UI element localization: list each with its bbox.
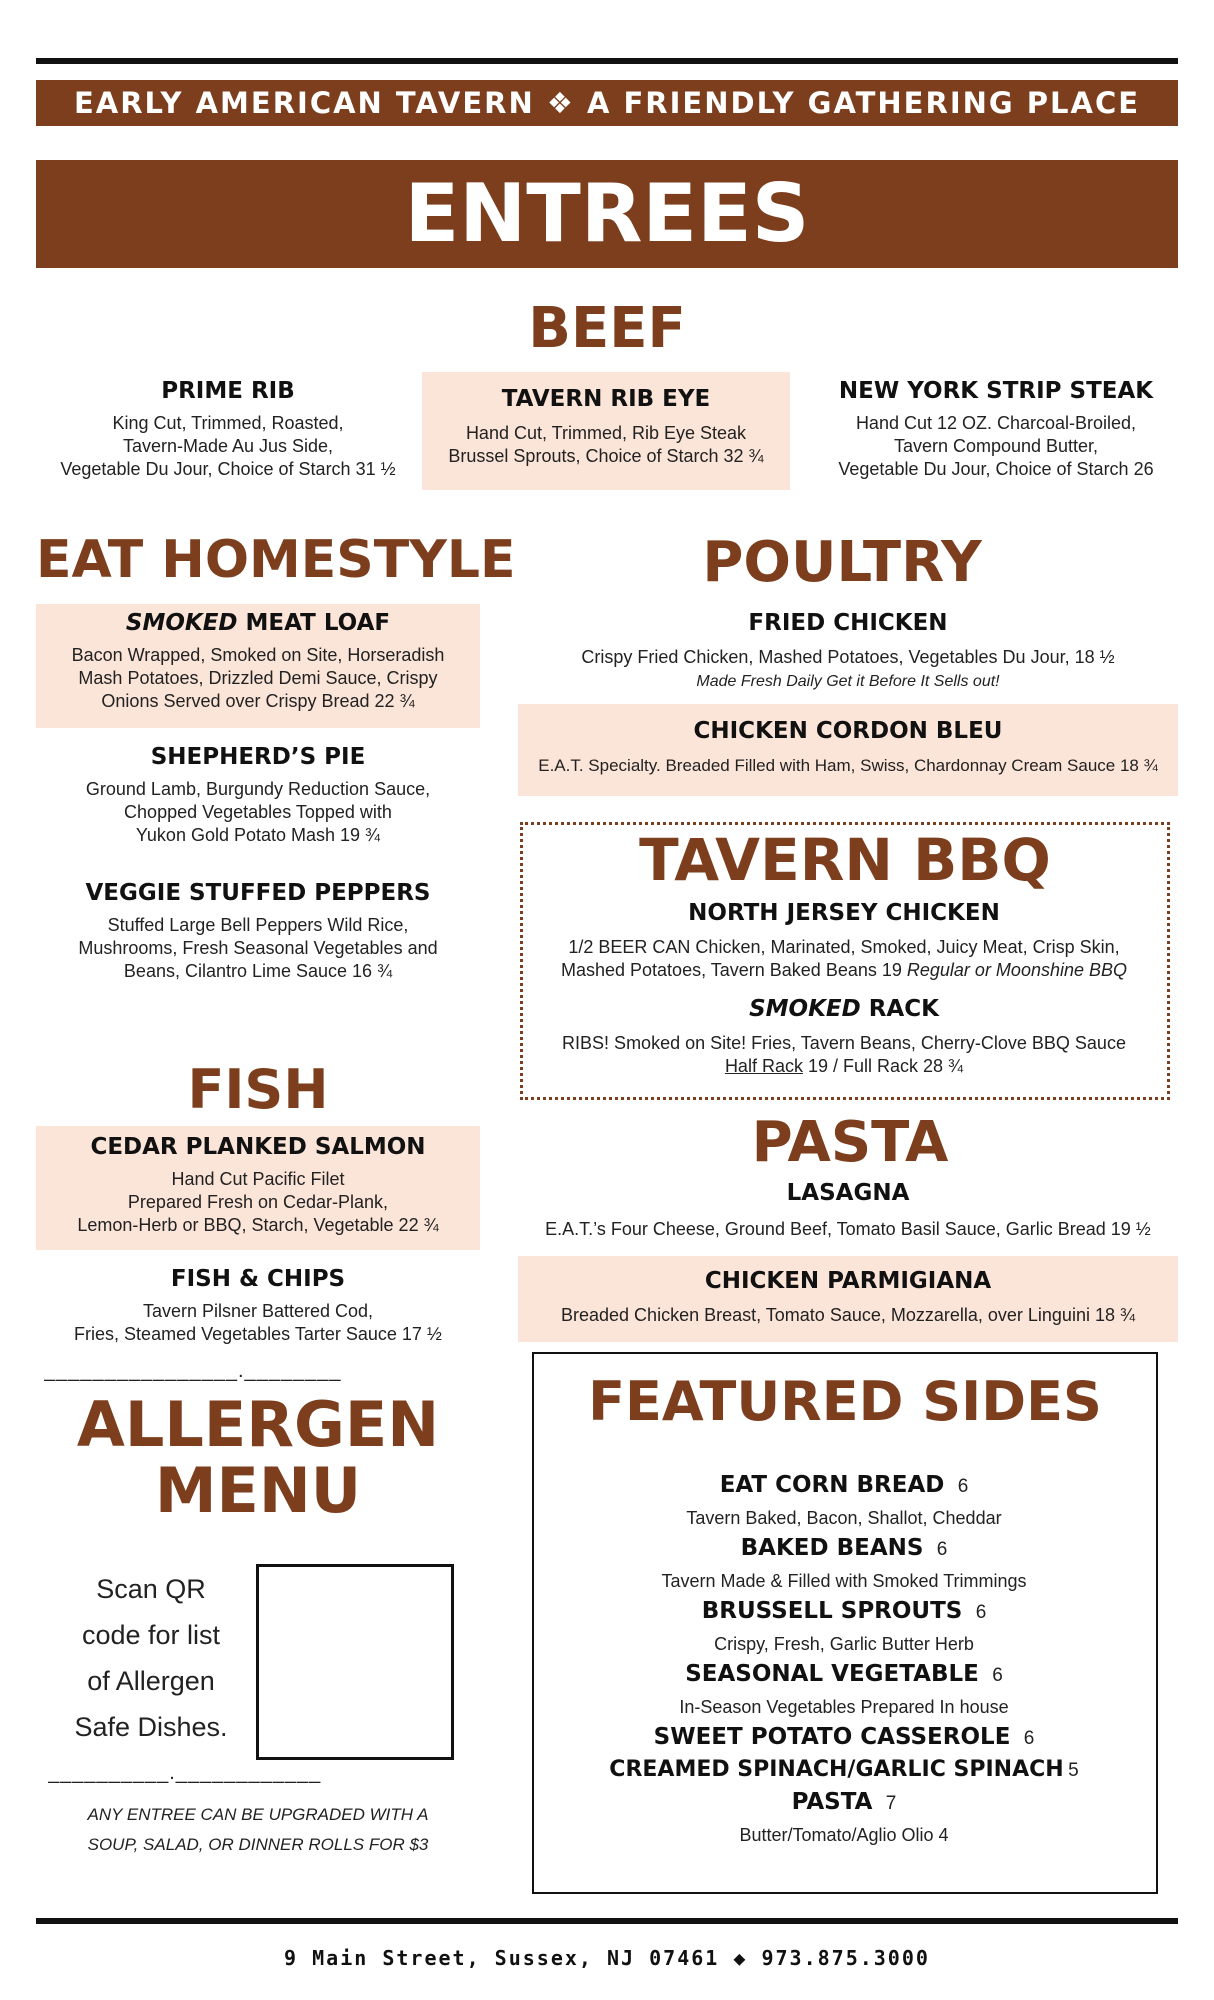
upgrade-line: SOUP, SALAD, OR DINNER ROLLS FOR $3	[87, 1835, 429, 1854]
side-item	[534, 1722, 1154, 1755]
item-desc-line: 1/2 BEER CAN Chicken, Marinated, Smoked, Juicy Meat, Crisp Skin,	[568, 937, 1120, 957]
menu-item-shepherds-pie	[36, 744, 480, 847]
side-name: BAKED BEANS	[740, 1535, 924, 1561]
item-desc-line: Bacon Wrapped, Smoked on Site, Horseradish	[71, 645, 445, 665]
item-desc-line: Fries, Steamed Vegetables Tarter Sauce 17 ½	[74, 1324, 442, 1344]
menu-item-north-jersey-chicken	[524, 900, 1164, 982]
item-name	[36, 610, 480, 636]
item-desc-line: E.A.T. Specialty. Breaded Filled with Ham, Swiss, Chardonnay Cream Sauce 18 ¾	[538, 756, 1158, 775]
side-name: CREAMED SPINACH/GARLIC SPINACH	[609, 1757, 1064, 1782]
bbq-heading: TAVERN BBQ	[639, 826, 1051, 894]
item-desc-line	[524, 959, 1164, 982]
side-name: SEASONAL VEGETABLE	[685, 1661, 979, 1687]
item-desc-line: Beans, Cilantro Lime Sauce 16 ¾	[123, 961, 393, 981]
fish-heading: FISH	[187, 1058, 329, 1121]
side-price: 6	[992, 1665, 1003, 1686]
item-desc-line: Tavern Pilsner Battered Cod,	[142, 1301, 374, 1321]
item-name	[524, 996, 1164, 1022]
item-desc-line: Vegetable Du Jour, Choice of Starch 31 ½	[60, 459, 396, 479]
menu-item-prime-rib	[30, 378, 426, 481]
side-price: 7	[885, 1793, 897, 1814]
divider: __________.____________	[48, 1762, 322, 1784]
item-desc-line: Chopped Vegetables Topped with	[124, 802, 392, 822]
item-desc-line: King Cut, Trimmed, Roasted,	[112, 413, 344, 433]
item-name: CHICKEN PARMIGIANA	[704, 1268, 992, 1294]
item-name-emphasis: SMOKED	[125, 610, 238, 636]
item-name: NEW YORK STRIP STEAK	[838, 378, 1154, 404]
scan-line: Safe Dishes.	[74, 1712, 228, 1742]
item-desc-line: Brussel Sprouts, Choice of Starch 32 ¾	[448, 446, 764, 466]
side-price: 6	[975, 1602, 987, 1623]
allergen-heading	[36, 1388, 480, 1527]
side-item	[534, 1755, 1154, 1787]
menu-item-lasagna	[518, 1180, 1178, 1241]
menu-item-fried-chicken	[518, 610, 1178, 691]
footer-address: 9 Main Street, Sussex, NJ 07461 ◆ 973.875.3000	[284, 1946, 930, 1970]
menu-item-ny-strip	[800, 378, 1192, 481]
item-desc-line: Hand Cut 12 OZ. Charcoal-Broiled,	[855, 413, 1137, 433]
item-name: PRIME RIB	[161, 378, 295, 404]
item-desc-text: 19 / Full Rack 28 ¾	[802, 1056, 964, 1076]
side-price: 6	[1023, 1728, 1035, 1749]
scan-line: Scan QR	[96, 1574, 206, 1604]
qr-code-placeholder[interactable]	[256, 1564, 454, 1760]
upgrade-note	[36, 1800, 480, 1860]
item-name-rest: MEAT LOAF	[237, 610, 391, 636]
item-name: NORTH JERSEY CHICKEN	[688, 900, 1000, 926]
item-desc-line	[524, 1055, 1164, 1078]
item-name: CHICKEN CORDON BLEU	[693, 718, 1003, 744]
side-name: PASTA	[791, 1789, 873, 1815]
item-desc-line: Mushrooms, Fresh Seasonal Vegetables and	[78, 938, 438, 958]
item-desc-line: Onions Served over Crispy Bread 22 ¾	[101, 691, 415, 711]
item-desc-line: Breaded Chicken Breast, Tomato Sauce, Mozzarella, over Linguini 18 ¾	[561, 1305, 1135, 1325]
item-name: VEGGIE STUFFED PEPPERS	[85, 880, 431, 906]
side-price: 6	[957, 1476, 969, 1497]
side-desc: Butter/Tomato/Aglio Olio 4	[739, 1825, 949, 1845]
allergen-scan-text	[56, 1566, 246, 1750]
sides-heading: FEATURED SIDES	[588, 1370, 1102, 1433]
item-desc-line: Prepared Fresh on Cedar-Plank,	[127, 1192, 389, 1212]
menu-item-tavern-rib-eye	[422, 372, 790, 490]
scan-line: of Allergen	[87, 1666, 215, 1696]
item-name: TAVERN RIB EYE	[501, 386, 711, 412]
side-item	[534, 1659, 1154, 1692]
item-desc-text: Mashed Potatoes, Tavern Baked Beans 19	[560, 960, 907, 980]
menu-item-fish-chips	[36, 1266, 480, 1346]
tagline-banner: EARLY AMERICAN TAVERN ❖ A FRIENDLY GATHERING PLACE	[36, 80, 1178, 126]
allergen-heading-line: ALLERGEN	[76, 1388, 440, 1461]
item-note: Made Fresh Daily Get it Before It Sells out!	[696, 673, 1000, 690]
upgrade-line: ANY ENTREE CAN BE UPGRADED WITH A	[87, 1805, 429, 1824]
menu-item-cedar-salmon	[36, 1126, 480, 1250]
menu-item-cordon-bleu	[518, 704, 1178, 796]
pasta-heading: PASTA	[751, 1110, 949, 1175]
page-title: ENTREES	[36, 160, 1178, 268]
allergen-heading-line: MENU	[154, 1454, 362, 1527]
item-desc-line: E.A.T.’s Four Cheese, Ground Beef, Tomato Basil Sauce, Garlic Bread 19 ½	[545, 1219, 1151, 1239]
side-price: 6	[936, 1539, 948, 1560]
side-item	[534, 1470, 1154, 1503]
menu-item-chicken-parmigiana	[518, 1256, 1178, 1342]
side-desc: Tavern Baked, Bacon, Shallot, Cheddar	[686, 1508, 1002, 1528]
item-desc-line: Hand Cut, Trimmed, Rib Eye Steak	[465, 423, 747, 443]
side-name: SWEET POTATO CASSEROLE	[653, 1724, 1011, 1750]
beef-heading: BEEF	[528, 296, 686, 361]
menu-item-meat-loaf	[36, 604, 480, 728]
sides-list	[534, 1470, 1154, 1850]
item-name-rest: RACK	[860, 996, 939, 1022]
item-name: LASAGNA	[786, 1180, 910, 1206]
top-rule	[36, 58, 1178, 64]
menu-item-smoked-rack	[524, 996, 1164, 1078]
item-desc-line: Crispy Fried Chicken, Mashed Potatoes, Vegetables Du Jour, 18 ½	[581, 647, 1115, 667]
side-desc: Crispy, Fresh, Garlic Butter Herb	[714, 1634, 974, 1654]
item-desc-line: Hand Cut Pacific Filet	[171, 1169, 345, 1189]
item-desc-line: RIBS! Smoked on Site! Fries, Tavern Beans, Cherry-Clove BBQ Sauce	[562, 1033, 1126, 1053]
bottom-rule	[36, 1918, 1178, 1924]
side-name: BRUSSELL SPROUTS	[701, 1598, 963, 1624]
side-item	[534, 1787, 1154, 1820]
item-desc-line: Lemon-Herb or BBQ, Starch, Vegetable 22 ¾	[77, 1215, 439, 1235]
scan-line: code for list	[81, 1620, 221, 1650]
divider: ________________.________	[44, 1360, 342, 1382]
homestyle-heading: EAT HOMESTYLE	[36, 530, 516, 590]
side-price: 5	[1068, 1760, 1079, 1781]
side-item	[534, 1533, 1154, 1566]
item-name: FISH & CHIPS	[170, 1266, 346, 1292]
item-desc-line: Tavern-Made Au Jus Side,	[122, 436, 334, 456]
side-name: EAT CORN BREAD	[719, 1472, 945, 1498]
item-desc-line: Tavern Compound Butter,	[893, 436, 1099, 456]
item-desc-line: Vegetable Du Jour, Choice of Starch 26	[838, 459, 1154, 479]
item-name: CEDAR PLANKED SALMON	[90, 1134, 426, 1160]
item-name: FRIED CHICKEN	[748, 610, 948, 636]
menu-item-veggie-peppers	[36, 880, 480, 983]
item-desc-line: Stuffed Large Bell Peppers Wild Rice,	[107, 915, 409, 935]
item-name: SHEPHERD’S PIE	[150, 744, 366, 770]
item-desc-line: Yukon Gold Potato Mash 19 ¾	[135, 825, 381, 845]
half-rack-label: Half Rack	[724, 1056, 803, 1076]
item-desc-emphasis: Regular or Moonshine BBQ	[906, 960, 1128, 980]
side-item	[534, 1596, 1154, 1629]
poultry-heading: POULTRY	[702, 530, 982, 595]
item-desc-line: Ground Lamb, Burgundy Reduction Sauce,	[85, 779, 431, 799]
side-desc: Tavern Made & Filled with Smoked Trimmings	[661, 1571, 1027, 1591]
item-desc-line: Mash Potatoes, Drizzled Demi Sauce, Crispy	[78, 668, 438, 688]
side-desc: In-Season Vegetables Prepared In house	[679, 1697, 1009, 1717]
item-name-emphasis: SMOKED	[749, 996, 861, 1022]
